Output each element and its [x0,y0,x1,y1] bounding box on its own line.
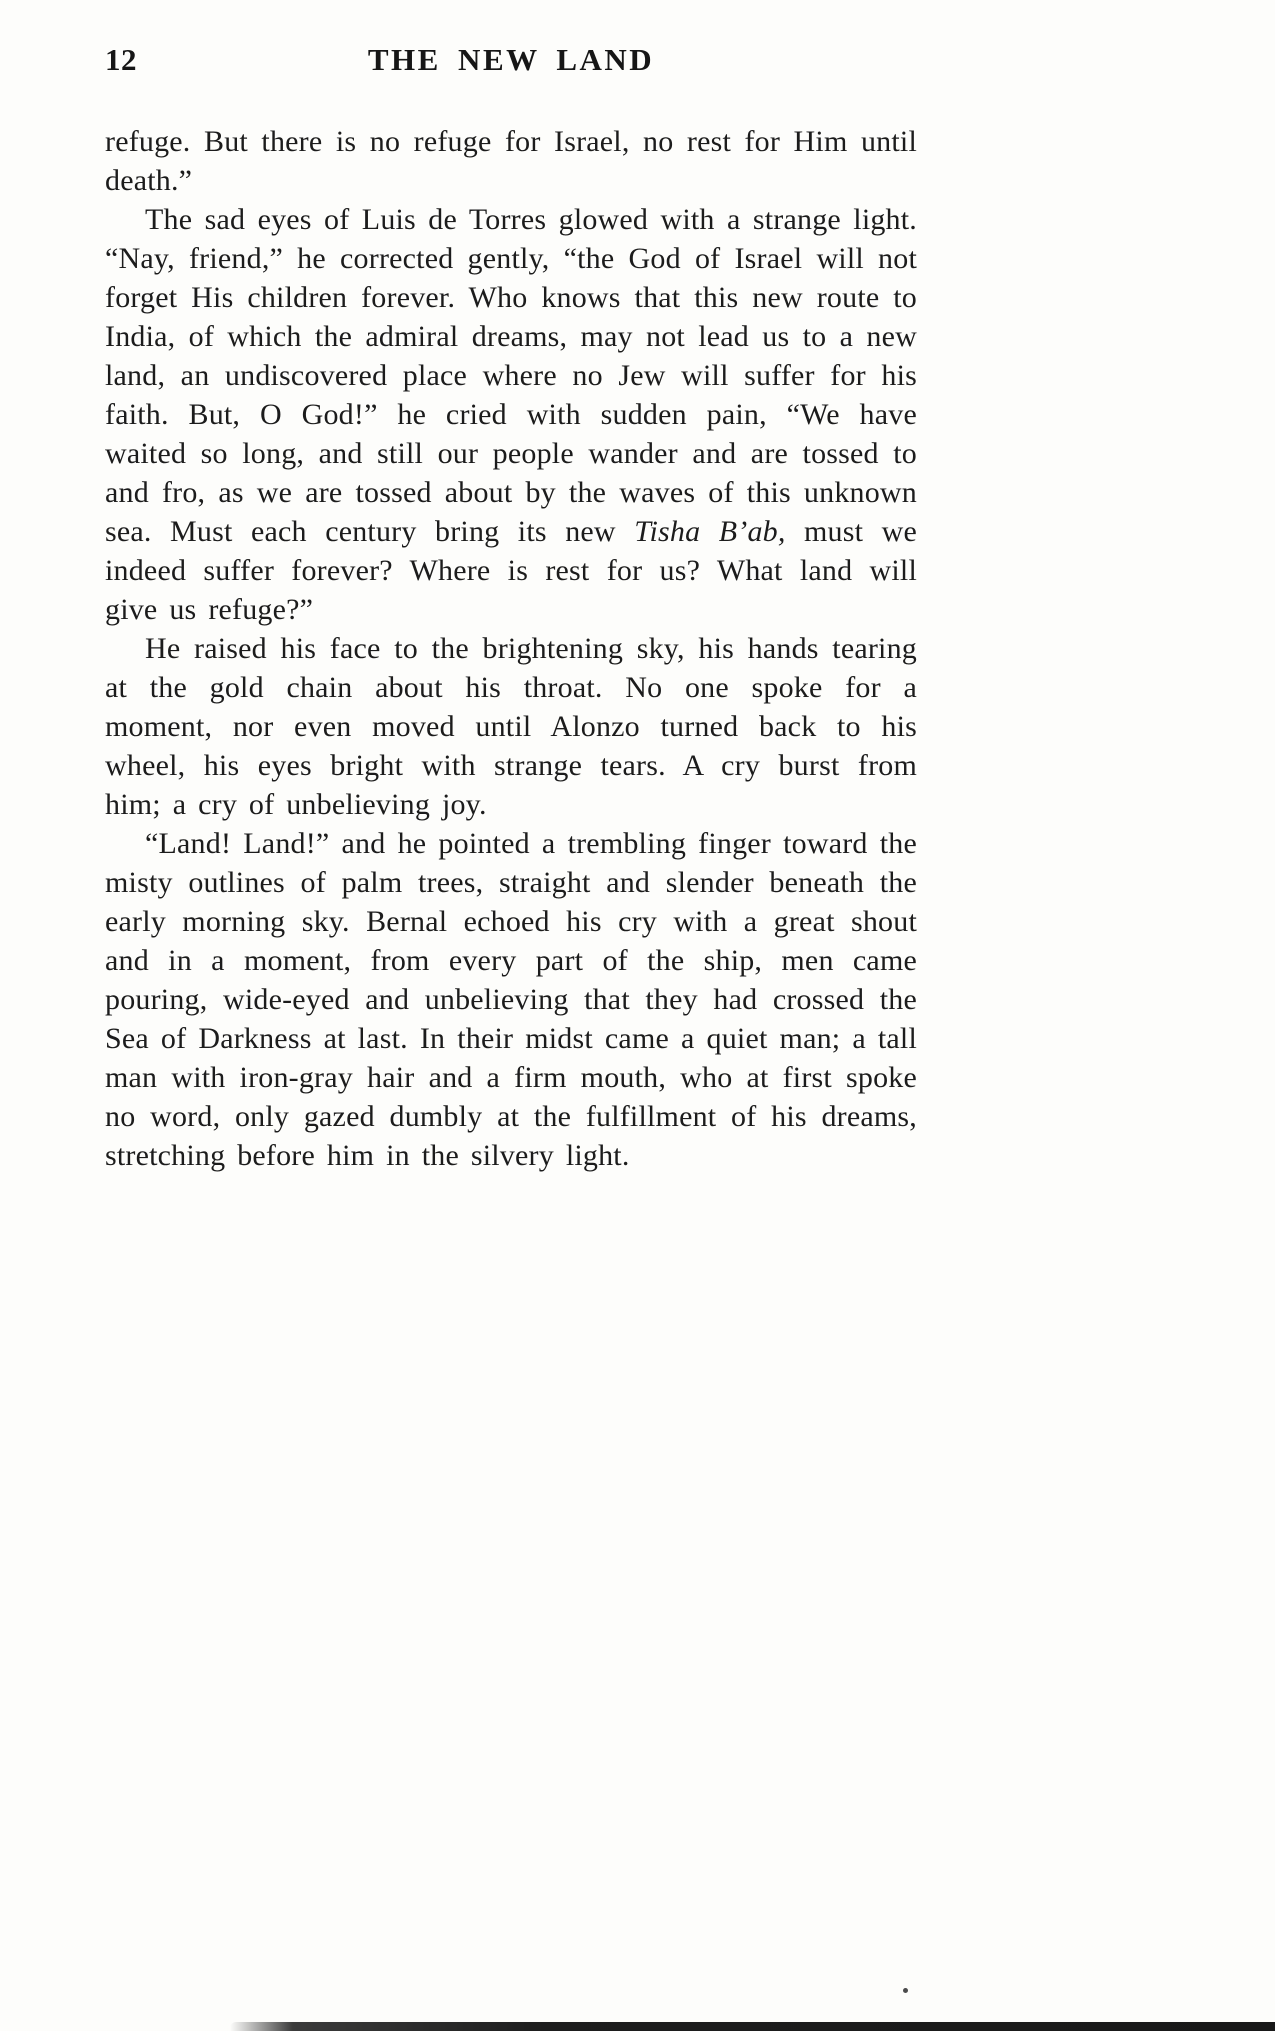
paragraph [105,200,917,629]
page-body [105,122,917,1175]
text-column [105,42,917,1175]
paragraph: He raised his face to the brightening sky, his hands tearing at the gold chain about his throat. No one spoke for a moment, nor even moved until Alonzo turned back to his wheel, his eyes bright with strange tears. A cry burst from him; a cry of unbelieving joy. [105,632,917,821]
page-title: THE NEW LAND [367,42,655,77]
page-header [105,42,917,78]
paragraph: “Land! Land!” and he pointed a trembling finger toward the misty outlines of palm trees, straight and slender beneath the early morning sky. Bernal echoed his cry with a great shout and in a moment, from every part of the ship, men came pouring, wide-eyed and unbelieving that they had crossed the Sea of Darkness at last. In their midst came a quiet man; a tall man with iron-gray hair and a firm mouth, who at first spoke no word, only gazed dumbly at the fulfillment of his dreams, stretching before him in the silvery light. [105,827,917,1172]
italic-phrase: Tisha B’ab, [634,515,786,548]
paragraph: refuge. But there is no refuge for Israel, no rest for Him until death.” [105,125,917,197]
scan-speck-artifact [903,1988,908,1993]
scan-edge-artifact [230,2022,1275,2031]
paragraph-text: must we indeed suffer forever? Where is rest for us? What land will give us refuge?” [105,515,918,626]
paragraph-text: The sad eyes of Luis de Torres glowed with a strange light. “Nay, friend,” he corrected gently, “the God of Israel will not forget His children forever. Who knows that this new route to India, of which the admiral dreams, may not lead us to a new land, an undiscovered place where no Jew will suffer for his faith. But, O God!” he cried with sudden pain, “We have waited so long, and still our people wander and are tossed to and fro, as we are tossed about by the waves of this unknown sea. Must each century bring its new [105,203,917,548]
page-number: 12 [105,42,137,77]
